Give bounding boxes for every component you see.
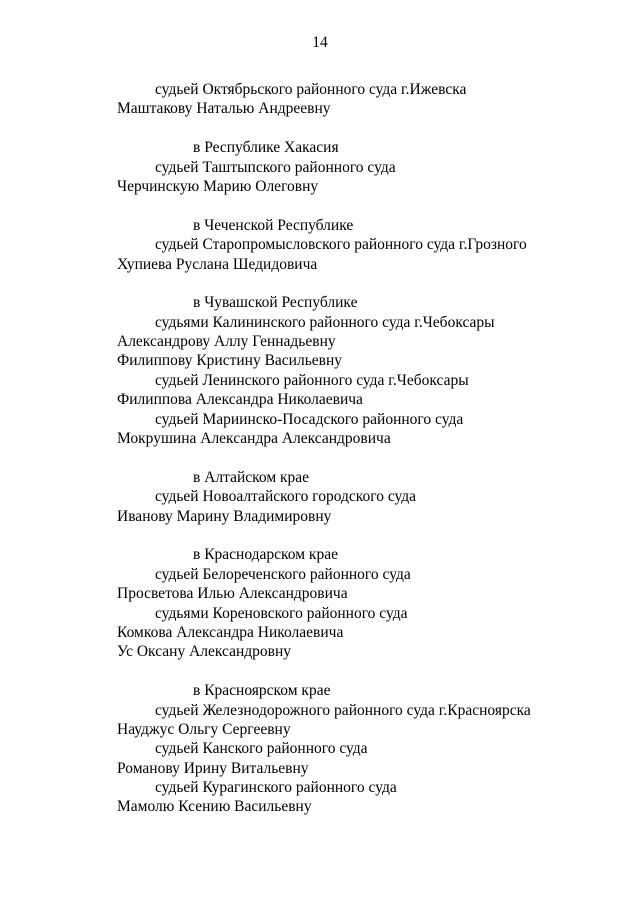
region-heading: в Республике Хакасия: [193, 139, 339, 157]
document-body: [0, 80, 640, 817]
court-line: судьей Мариинско-Посадского районного суда: [155, 410, 464, 428]
court-line: судьей Канского районного суда: [155, 740, 368, 758]
person-name: Маштакову Наталью Андреевну: [117, 100, 331, 118]
person-name: Ус Оксану Александровну: [117, 643, 292, 661]
court-line: судьями Калининского районного суда г.Чебоксары: [155, 313, 495, 331]
paragraph-gap: [0, 662, 640, 681]
paragraph-gap: [0, 274, 640, 293]
region-heading: в Краснодарском крае: [193, 546, 338, 564]
region-heading: в Алтайском крае: [193, 468, 310, 486]
paragraph-gap: [0, 119, 640, 138]
court-line: судьей Белореченского районного суда: [155, 565, 411, 583]
person-name: Черчинскую Марию Олеговну: [117, 177, 319, 195]
region-heading: в Чувашской Республике: [193, 294, 358, 312]
person-name: Филиппова Александра Николаевича: [117, 391, 363, 409]
person-name: Мамолю Ксению Васильевну: [117, 798, 312, 816]
person-name: Филиппову Кристину Васильевну: [117, 352, 343, 370]
person-name: Науджус Ольгу Сергеевну: [117, 720, 291, 738]
paragraph-gap: [0, 448, 640, 467]
page-number: 14: [312, 34, 328, 51]
court-line: судьей Курагинского районного суда: [155, 779, 397, 797]
person-name: Просветова Илью Александровича: [117, 585, 348, 603]
person-name: Александрову Аллу Геннадьевну: [117, 333, 336, 351]
court-line: судьей Старопромысловского районного суда г.Грозного: [155, 236, 527, 254]
region-heading: в Красноярском крае: [193, 682, 331, 700]
person-name: Хупиева Руслана Шедидовича: [117, 255, 318, 273]
court-line: судьей Октябрьского районного суда г.Ижевска: [155, 81, 467, 98]
court-line: судьей Железнодорожного районного суда г.Красноярска: [155, 701, 531, 719]
paragraph-gap: [0, 526, 640, 545]
region-heading: в Чеченской Республике: [193, 216, 354, 234]
court-line: судьями Кореновского районного суда: [155, 604, 408, 622]
person-name: Комкова Александра Николаевича: [117, 623, 344, 641]
court-line: судьей Ленинского районного суда г.Чебоксары: [155, 371, 469, 389]
person-name: Иванову Марину Владимировну: [117, 507, 332, 525]
paragraph-gap: [0, 196, 640, 215]
court-line: судьей Таштыпского районного суда: [155, 158, 396, 176]
person-name: Мокрушина Александра Александровича: [117, 430, 391, 448]
person-name: Романову Ирину Витальевну: [117, 759, 309, 777]
court-line: судьей Новоалтайского городского суда: [155, 488, 417, 506]
